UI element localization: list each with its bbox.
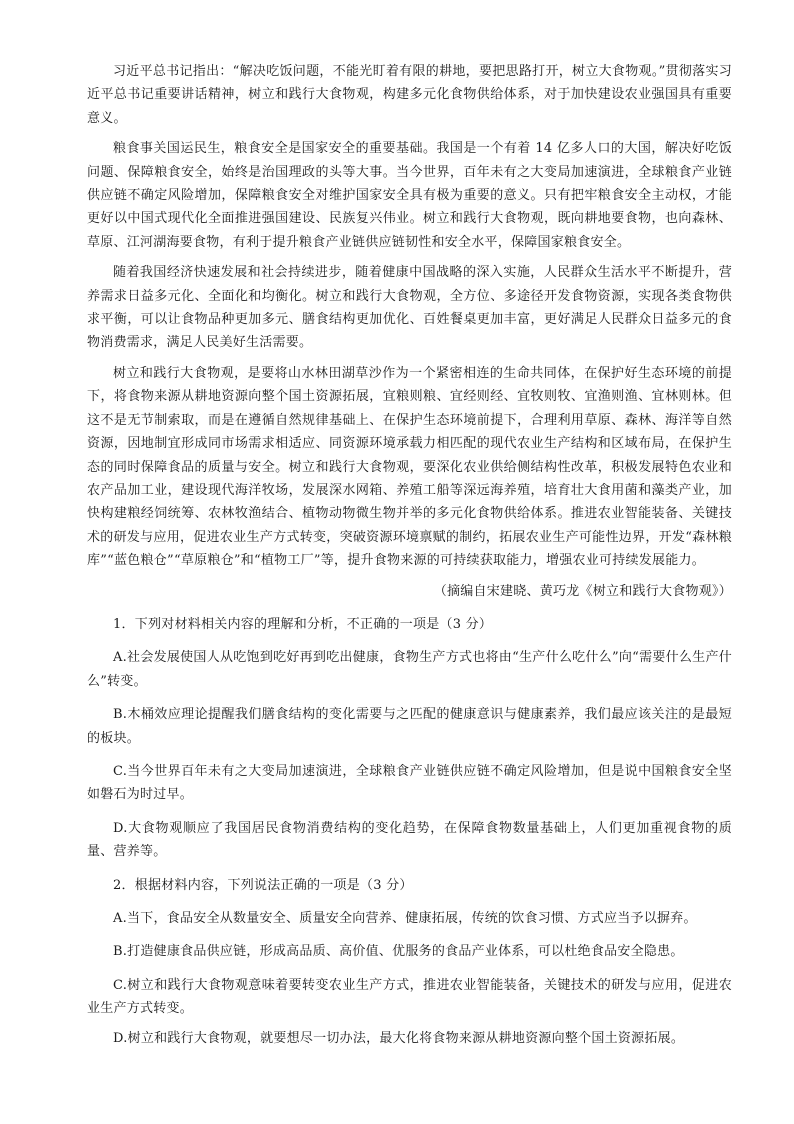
passage-paragraph-3: 随着我国经济快速发展和社会持续进步，随着健康中国战略的深入实施，人民群众生活水平不断提升，营养需求日益多元化、全面化和均衡化。树立和践行大食物观，全方位、多途径开发食物资源，实现各类食物供求平衡，可以让食物品种更加多元、膳食结构更加优化、百姓餐桌更加丰富，更好满足人民群众日益多元的食物消费需求，满足人民美好生活需要。 <box>87 265 732 351</box>
question-1 <box>87 613 732 864</box>
passage-paragraph-2: 粮食事关国运民生，粮食安全是国家安全的重要基础。我国是一个有着 14 亿多人口的大国，解决好吃饭问题、保障粮食安全，始终是治国理政的头等大事。当今世界，百年未有之大变局加速演进，全球粮食产业链供应链不确定风险增加，保障粮食安全对维护国家安全具有极为重要的意义。只有把牢粮食安全主动权，才能更好以中国式现代化全面推进强国建设、民族复兴伟业。树立和践行大食物观，既向耕地要食物，也向森林、草原、江河湖海要食物，有利于提升粮食产业链供应链韧性和安全水平，保障国家粮食安全。 <box>87 141 732 250</box>
passage-paragraph-4: 树立和践行大食物观，是要将山水林田湖草沙作为一个紧密相连的生命共同体，在保护好生态环境的前提下，将食物来源从耕地资源向整个国土资源拓展，宜粮则粮、宜经则经、宜牧则牧、宜渔则渔、宜林则林。但这不是无节制索取，而是在遵循自然规律基础上、在保护生态环境前提下，合理利用草原、森林、海洋等自然资源，因地制宜形成同市场需求相适应、同资源环境承载力相匹配的现代农业生产结构和区域布局，在保护生态的同时保障食品的质量与安全。树立和践行大食物观，要深化农业供给侧结构性改革，积极发展特色农业和农产品加工业，建设现代海洋牧场，发展深水网箱、养殖工船等深远海养殖，培育壮大食用菌和藻类产业，加快构建粮经饲统筹、农林牧渔结合、植物动物微生物并举的多元化食物供给体系。推进农业智能装备、关键技术的研发与应用，促进农业生产方式转变，突破资源环境禀赋的制约，拓展农业生产可能性边界，开发“森林粮库”“蓝色粮仓”“草原粮仓”和“植物工厂”等，提升食物来源的可持续获取能力，增强农业可持续发展能力。 <box>87 365 732 569</box>
question-option-c: C.当今世界百年未有之大变局加速演进，全球粮食产业链供应链不确定风险增加，但是说中国粮食安全坚如磐石为时过早。 <box>87 763 732 803</box>
reading-passage <box>87 60 732 603</box>
question-2 <box>87 874 732 1050</box>
question-option-c: C.树立和践行大食物观意味着要转变农业生产方式，推进农业智能装备，关键技术的研发与应用，促进农业生产方式转变。 <box>87 977 732 1017</box>
question-option-d: D.树立和践行大食物观，就要想尽一切办法，最大化将食物来源从耕地资源向整个国土资源拓展。 <box>113 1030 685 1046</box>
passage-source: （摘编自宋建晓、黄巧龙《树立和践行大食物观》） <box>433 583 732 599</box>
question-option-a: A.当下，食品安全从数量安全、质量安全向营养、健康拓展，传统的饮食习惯、方式应当予以摒弃。 <box>113 911 697 926</box>
passage-paragraph-1: 习近平总书记指出：“解决吃饭问题，不能光盯着有限的耕地，要把思路打开，树立大食物观。”贯彻落实习近平总书记重要讲话精神，树立和践行大食物观，构建多元化食物供给体系，对于加快建设农业强国具有重要意义。 <box>87 64 732 126</box>
question-stem: 1．下列对材料相关内容的理解和分析，不正确的一项是（3 分） <box>113 616 493 632</box>
question-option-b: B.木桶效应理论提醒我们膳食结构的变化需要与之匹配的健康意识与健康素养，我们最应该关注的是最短的板块。 <box>87 707 732 746</box>
question-stem: 2．根据材料内容，下列说法正确的一项是（3 分） <box>113 877 413 893</box>
question-option-d: D.大食物观顺应了我国居民食物消费结构的变化趋势，在保障食物数量基础上，人们更加重视食物的质量、营养等。 <box>87 820 732 860</box>
question-option-a: A.社会发展使国人从吃饱到吃好再到吃出健康，食物生产方式也将由“生产什么吃什么”向“需要什么生产什么”转变。 <box>87 650 732 689</box>
question-option-b: B.打造健康食品供应链，形成高品质、高价值、优服务的食品产业体系，可以杜绝食品安全隐患。 <box>113 944 684 960</box>
